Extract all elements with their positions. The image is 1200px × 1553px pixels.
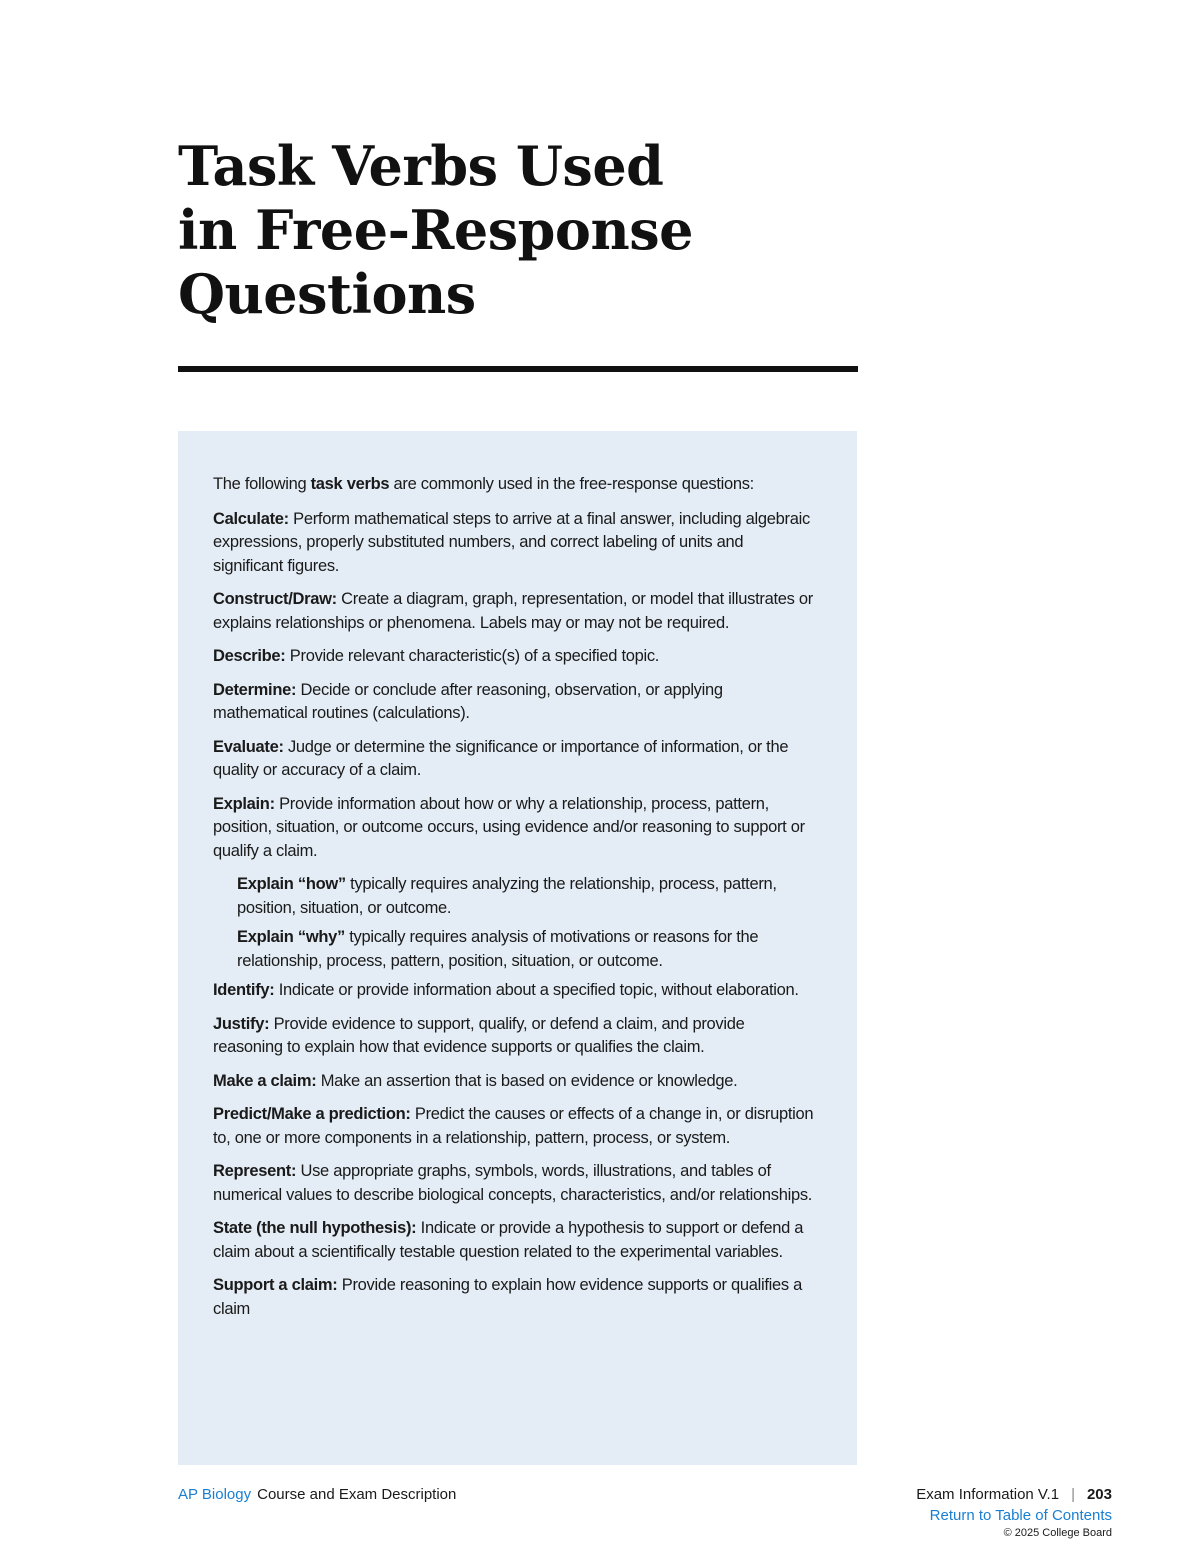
- task-verbs-box: [178, 431, 857, 1465]
- section-name: Exam Information V.1: [916, 1486, 1060, 1503]
- verb-entry-explain: [213, 793, 817, 864]
- verb-entry-determine: [213, 679, 817, 726]
- verb-entry-describe: [213, 645, 817, 669]
- intro-bold: task verbs: [310, 475, 390, 493]
- verb-definition: Decide or conclude after reasoning, observation, or applying mathematical routines (calculations).: [213, 680, 723, 722]
- course-name: AP Biology: [178, 1486, 252, 1503]
- verb-entry-calculate: [213, 508, 817, 579]
- verb-definition: Provide information about how or why a relationship, process, pattern, position, situation, or outcome occurs, using evidence and/or reasoning to support or qualify a claim.: [213, 794, 805, 860]
- verb-term: Support a claim:: [213, 1276, 338, 1294]
- verb-entry-justify: [213, 1013, 817, 1060]
- verb-term: Calculate:: [213, 509, 289, 528]
- verb-term: State (the null hypothesis):: [213, 1219, 417, 1237]
- verb-definition: Use appropriate graphs, symbols, words, illustrations, and tables of numerical values to describe biological concepts, characteristics, and/or relationships.: [213, 1162, 813, 1204]
- verb-term: Justify:: [213, 1014, 270, 1033]
- verb-entry-evaluate: [213, 736, 817, 783]
- verb-term: Evaluate:: [213, 737, 284, 756]
- verb-definition: Provide relevant characteristic(s) of a specified topic.: [285, 647, 660, 665]
- verb-entry-state: [213, 1217, 817, 1264]
- footer-page-info: [916, 1486, 1112, 1503]
- intro-text: [213, 473, 817, 497]
- verb-term: Predict/Make a prediction:: [213, 1105, 411, 1123]
- verb-definition: Make an assertion that is based on evidence or knowledge.: [316, 1071, 738, 1090]
- verb-definition: Perform mathematical steps to arrive at a final answer, including algebraic expressions, properly substituted numbers, and correct labeling of units and significant figures.: [213, 509, 810, 575]
- verb-definition: Judge or determine the significance or importance of information, or the quality or accuracy of a claim.: [213, 737, 789, 779]
- footer-separator: |: [1071, 1486, 1075, 1503]
- footer-course-info: [178, 1486, 456, 1503]
- title-line-3: Questions: [178, 262, 476, 326]
- title-line-1: Task Verbs Used: [178, 134, 664, 198]
- sub-entry-explain-how: [237, 873, 817, 920]
- verb-entry-support-a-claim: [213, 1274, 817, 1321]
- title-line-2: in Free-Response: [178, 198, 693, 262]
- verb-term: Explain “why”: [237, 928, 345, 946]
- verb-entry-make-a-claim: [213, 1070, 817, 1094]
- verb-entry-identify: [213, 979, 817, 1003]
- verb-definition: Predict the causes or effects of a change in, or disruption to, one or more components in a relationship, pattern, process, or system.: [213, 1105, 814, 1147]
- intro-before: The following: [213, 475, 311, 493]
- copyright-notice: © 2025 College Board: [1003, 1527, 1112, 1539]
- verb-definition: Indicate or provide information about a specified topic, without elaboration.: [274, 981, 799, 999]
- title-divider: [178, 366, 858, 372]
- verb-entry-construct-draw: [213, 588, 817, 635]
- verb-term: Represent:: [213, 1162, 297, 1180]
- verb-term: Make a claim:: [213, 1071, 317, 1090]
- page-title: [178, 134, 858, 326]
- verb-definition: Provide evidence to support, qualify, or defend a claim, and provide reasoning to explain how that evidence supports or qualifies the claim.: [213, 1014, 745, 1056]
- verb-definition: typically requires analyzing the relationship, process, pattern, position, situation, or outcome.: [237, 875, 777, 917]
- verb-definition: Create a diagram, graph, representation, or model that illustrates or explains relationships or phenomena. Labels may or may not be required.: [213, 590, 813, 632]
- verb-term: Describe:: [213, 647, 286, 665]
- sub-entry-explain-why: [237, 926, 817, 973]
- verb-entry-predict: [213, 1103, 817, 1150]
- intro-after: are commonly used in the free-response questions:: [389, 475, 754, 493]
- verb-term: Identify:: [213, 981, 275, 999]
- page-number: 203: [1086, 1486, 1112, 1503]
- verb-term: Explain:: [213, 794, 275, 813]
- verb-definition: Indicate or provide a hypothesis to support or defend a claim about a scientifically testable question related to the experimental variables.: [213, 1219, 804, 1261]
- verb-definition: typically requires analysis of motivations or reasons for the relationship, process, pattern, position, situation, or outcome.: [237, 928, 759, 970]
- verb-term: Explain “how”: [237, 875, 346, 893]
- verb-definition: Provide reasoning to explain how evidence supports or qualifies a claim: [213, 1276, 802, 1318]
- verb-entry-represent: [213, 1160, 817, 1207]
- verb-term: Construct/Draw:: [213, 590, 337, 608]
- verb-term: Determine:: [213, 680, 297, 699]
- course-description: Course and Exam Description: [257, 1486, 457, 1503]
- return-to-toc-link[interactable]: Return to Table of Contents: [929, 1507, 1112, 1524]
